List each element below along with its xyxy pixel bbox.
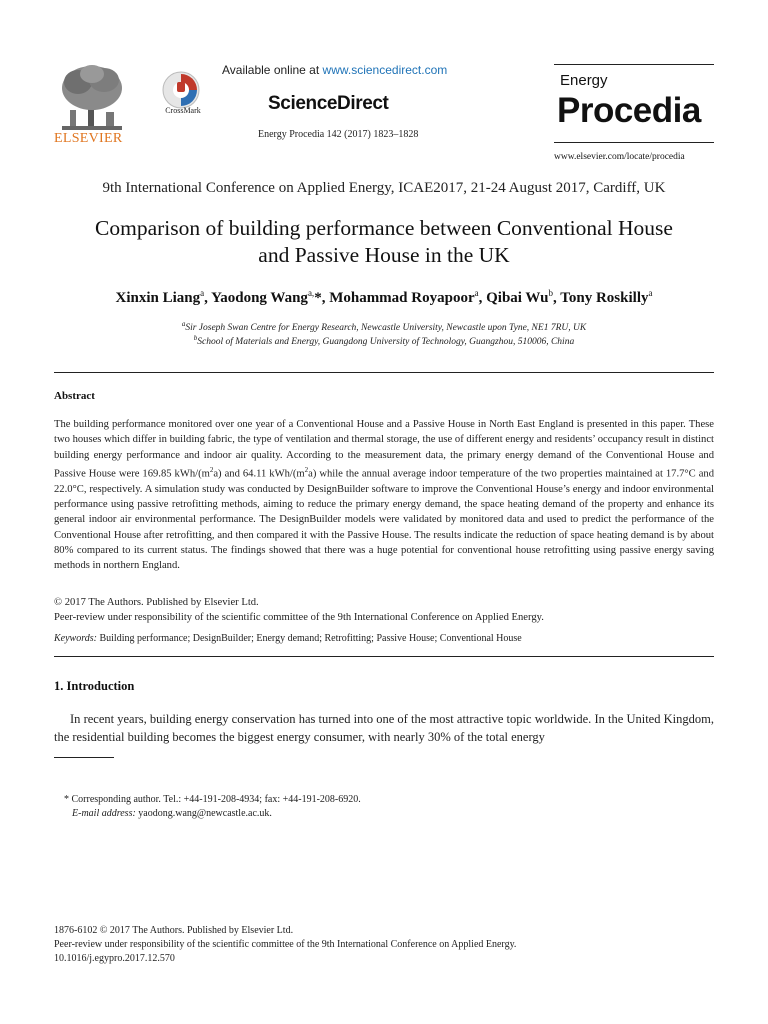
email-address[interactable]: yaodong.wang@newcastle.ac.uk. [138,808,272,819]
footnote-rule [54,757,114,758]
author-affil-mark: a [474,288,479,298]
conference-line: 9th International Conference on Applied Energy, ICAE2017, 21-24 August 2017, Cardiff, UK [102,180,666,196]
keywords-text: Building performance; DesignBuilder; Energy demand; Retrofitting; Passive House; Conventional House [99,633,522,644]
superscript: 2 [209,465,214,474]
affiliation-b [54,334,714,347]
author-name: Qibai Wu [486,290,549,306]
paper-title [54,215,714,269]
abstract-text: The building performance monitored over one year of a Conventional House and a Passive House in North East England is presented in this paper. These two houses which differ in building fabric, the type of ventilation and thermal storage, the use of different energy and residents’ occupancy result in distinct building energy performance and indoor air quality. According to the measurement data, the primary energy demand of the Conventional House and Passive House were 169.85 kWh/(m [54,419,714,480]
peer-review-line: Peer-review under responsibility of the scientific committee of the 9th International Conference on Applied Energy. [54,612,544,623]
keywords-line [54,633,714,644]
abstract-text: a) and 64.11 kWh/(m [213,468,305,480]
author-affil-mark: a [200,288,205,298]
sciencedirect-title: ScienceDirect [268,93,389,114]
keywords-label: Keywords: [54,633,97,644]
author-affil-mark: a, [307,288,315,298]
email-note [72,808,272,819]
affiliation-text: Sir Joseph Swan Centre for Energy Research, Newcastle University, Newcastle upon Tyne, NE1 7RU, UK [185,323,587,334]
corresponding-author-note: * Corresponding author. Tel.: +44-191-208-4934; fax: +44-191-208-6920. [64,794,361,805]
abstract-heading: Abstract [54,390,95,402]
author-affil-mark: a [648,288,653,298]
abstract-top-rule [54,372,714,373]
abstract-body [54,417,714,574]
journal-logo-energy: Energy [560,72,608,89]
elsevier-wordmark: ELSEVIER [54,131,123,146]
corresponding-star: * [314,290,322,306]
bottom-peer-review: Peer-review under responsibility of the scientific committee of the 9th International Conference on Applied Energy. [54,939,517,950]
crossmark-label: CrossMark [165,106,201,115]
abstract-bottom-rule [54,656,714,657]
author-name: Tony Roskilly [560,290,649,306]
procedia-bottom-rule [554,142,714,143]
available-online [222,63,447,77]
affiliation-a [54,320,714,333]
available-online-prefix: Available online at [222,63,323,77]
author-name: Mohammad Royapoor [329,290,475,306]
issn-line: 1876-6102 © 2017 The Authors. Published by Elsevier Ltd. [54,925,294,936]
affiliation-mark: b [193,334,198,342]
abstract-text: a) while the annual average indoor temperature of the two properties maintained at 17.7°C and 22.0°C, respectively. A simulation study was conducted by DesignBuilder software to improve the Conventional House’s energy and indoor environmental performance using passive retrofitting methods, aiming to reduce the primary energy demand, the space heating demand of the property and enhance its general indoor air environmental performance. The DesignBuilder models were validated by monitored data and used to predict the performance of the Conventional House after retrofitting, and then compared it with the Passive House. The results indicate the reduction of space heating demand is by about 80% compared to its current status. The findings showed that there was a huge potential for conventional house retrofitting using passive energy saving methods in northern England. [54,468,715,572]
intro-paragraph: In recent years, building energy conservation has turned into one of the most attractive topic worldwide. In the United Kingdom, the residential building becomes the biggest energy consumer, with nearly 30% of the total energy [54,712,714,744]
affiliation-text: School of Materials and Energy, Guangdong University of Technology, Guangzhou, 510006, China [197,337,575,348]
superscript: 2 [304,465,309,474]
doi-line[interactable]: 10.1016/j.egypro.2017.12.570 [54,953,175,964]
sciencedirect-link[interactable]: www.sciencedirect.com [322,63,448,77]
author-list: Xinxin Liang$^a$, Yaodong Wang$^{a,}$*, Mohammad Royapoor$^a$, Qibai Wu$^b$, Tony Roskilly$^a$ [115,288,653,306]
journal-reference: Energy Procedia 142 (2017) 1823–1828 [258,129,419,140]
section-heading: 1. Introduction [54,679,135,693]
copyright-line: © 2017 The Authors. Published by Elsevier Ltd. [54,597,259,608]
author-affil-mark: b [548,288,554,298]
journal-url[interactable]: www.elsevier.com/locate/procedia [554,152,685,162]
author-name: Yaodong Wang [211,290,308,306]
journal-logo-procedia: Procedia [557,91,701,130]
email-label: E-mail address: [72,808,136,819]
title-line-2: and Passive House in the UK [258,243,510,267]
author-name: Xinxin Liang [115,290,201,306]
title-line-1: Comparison of building performance between Conventional House [95,216,673,240]
affiliation-mark: a [181,320,186,328]
procedia-top-rule [554,64,714,65]
